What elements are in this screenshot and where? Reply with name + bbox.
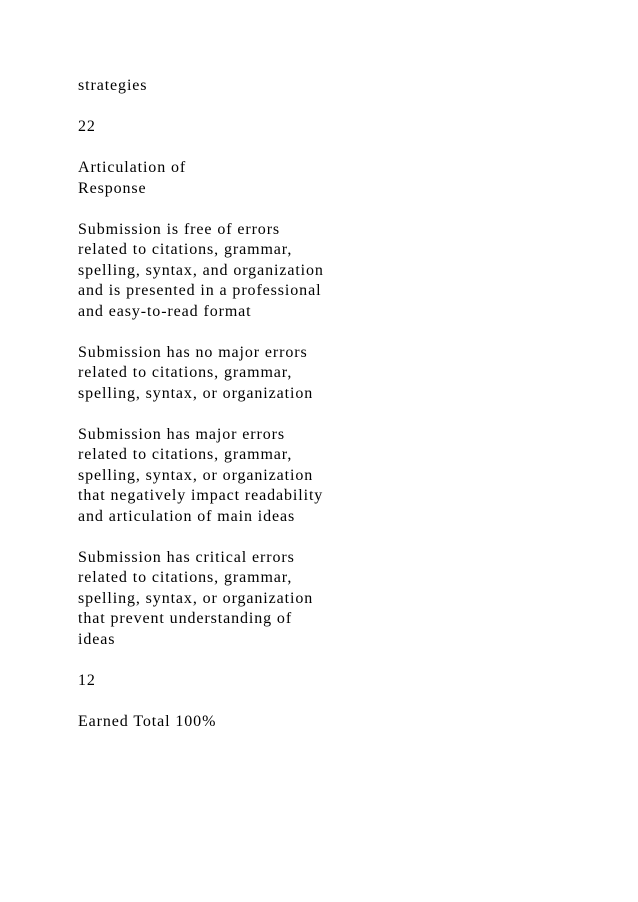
criterion-level-needs-improvement: Submission has major errors related to citations, grammar, spelling, syntax, or organization that negatively impact readability and articulation of main ideas [78, 425, 324, 525]
criterion-level-exemplary: Submission is free of errors related to citations, grammar, spelling, syntax, and organization and is presented in a professional and easy-to-read format [78, 220, 324, 320]
document-body [78, 76, 598, 753]
criterion-heading-articulation: Articulation of Response [78, 159, 187, 197]
paragraph-points-12: 12 [78, 671, 96, 689]
paragraph-points-22: 22 [78, 118, 96, 135]
criterion-level-not-evident: Submission has critical errors related to citations, grammar, spelling, syntax, or organization that prevent understanding of ideas [78, 548, 314, 648]
paragraph-strategies: strategies [78, 77, 148, 94]
earned-total: Earned Total 100% [78, 712, 217, 730]
criterion-level-proficient: Submission has no major errors related to citations, grammar, spelling, syntax, or organization [78, 343, 314, 402]
